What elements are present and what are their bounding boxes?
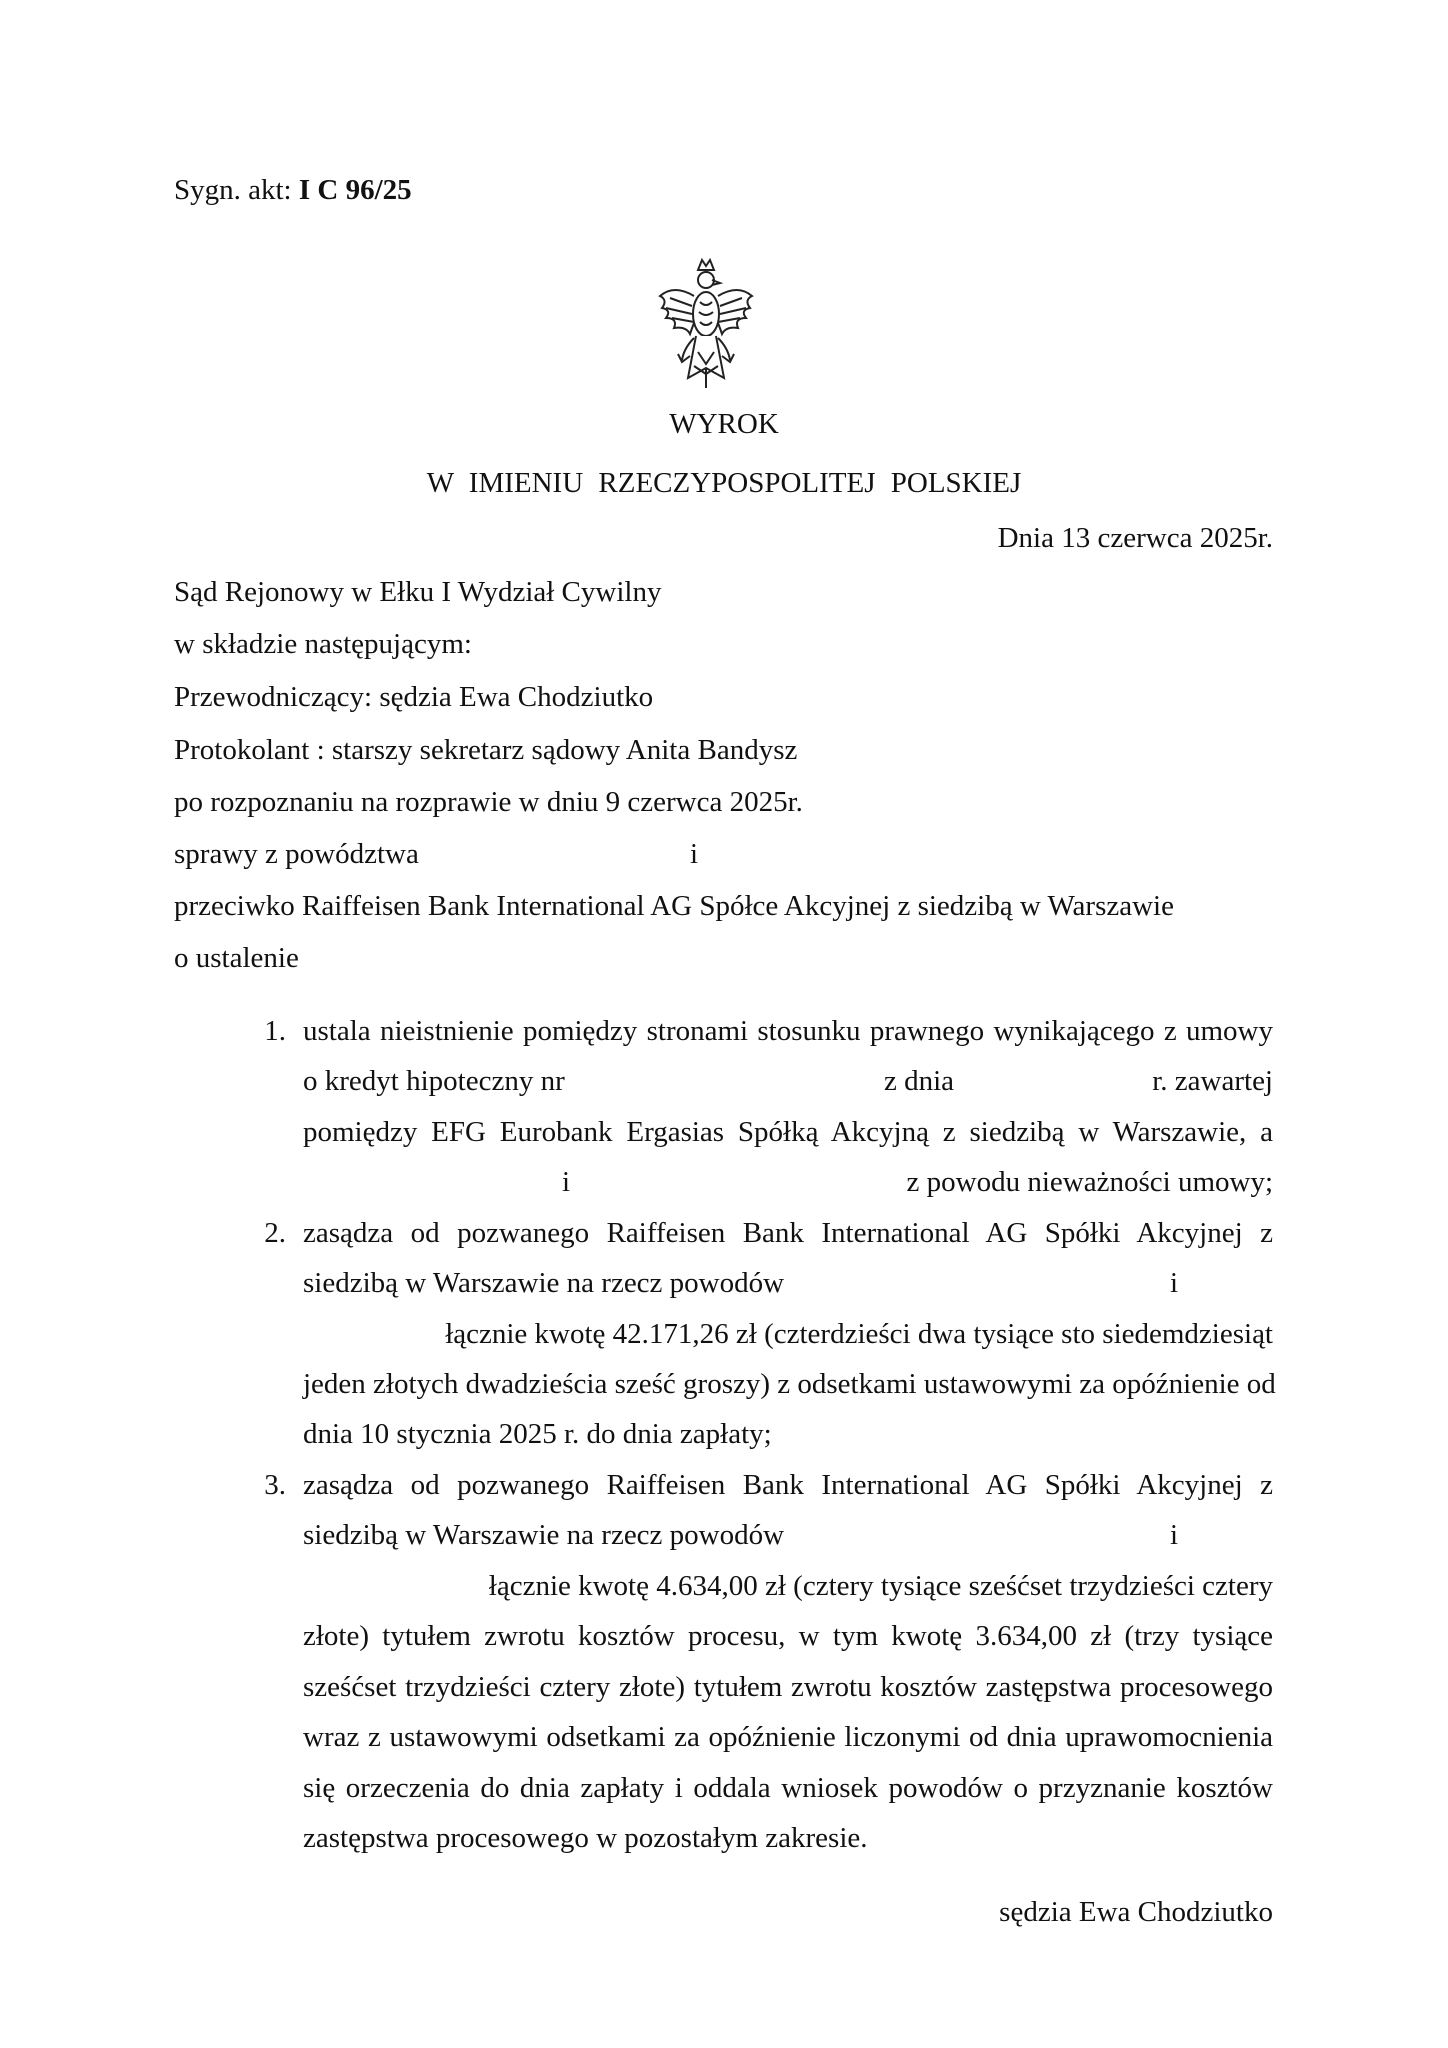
case-reference-label: Sygn. akt: xyxy=(174,174,292,206)
ruling-1-line: z powodu nieważności umowy; xyxy=(906,1166,1273,1198)
ruling-2-line: i xyxy=(1170,1267,1179,1299)
presiding-judge: Przewodniczący: sędzia Ewa Chodziutko xyxy=(174,681,654,713)
ruling-1-line: o kredyt hipoteczny nr xyxy=(303,1065,565,1097)
ruling-number: 2. xyxy=(264,1217,286,1249)
ruling-3-line: i xyxy=(1170,1519,1179,1551)
court-clerk: Protokolant : starszy sekretarz sądowy Anita Bandysz xyxy=(174,734,798,766)
ruling-3-line: zastępstwa procesowego w pozostałym zakresie. xyxy=(303,1822,868,1854)
ruling-2-line: łącznie kwotę 42.171,26 zł (czterdzieści dwa tysiące sto siedemdziesiąt xyxy=(445,1318,1273,1350)
ruling-2-line: jeden złotych dwadzieścia sześć groszy) z odsetkami ustawowymi za opóźnienie od xyxy=(303,1368,1276,1400)
ruling-1-line: r. zawartej xyxy=(1152,1065,1273,1097)
case-plaintiffs-prefix: sprawy z powództwa xyxy=(174,838,419,870)
ruling-3-line: siedzibą w Warszawie na rzecz powodów xyxy=(303,1519,785,1551)
ruling-3-line: łącznie kwotę 4.634,00 zł (cztery tysiące sześćset trzydzieści cztery xyxy=(488,1570,1273,1602)
court-name: Sąd Rejonowy w Ełku I Wydział Cywilny xyxy=(174,576,662,608)
ruling-2-line: siedzibą w Warszawie na rzecz powodów xyxy=(303,1267,785,1299)
ruling-1-line: z dnia xyxy=(884,1065,955,1097)
case-reference xyxy=(174,176,412,205)
ruling-3-line: zasądza od pozwanego Raiffeisen Bank International AG Spółki Akcyjnej z xyxy=(303,1469,1273,1501)
judge-signature: sędzia Ewa Chodziutko xyxy=(999,1896,1273,1928)
ruling-1-line: ustala nieistnienie pomiędzy stronami stosunku prawnego wynikającego z umowy xyxy=(303,1015,1273,1047)
ruling-3-line: wraz z ustawowymi odsetkami za opóźnienie liczonymi od dnia uprawomocnienia xyxy=(303,1721,1273,1753)
ruling-3-line: sześćset trzydzieści cztery złote) tytułem zwrotu kosztów zastępstwa procesowego xyxy=(303,1671,1273,1703)
case-subject: o ustalenie xyxy=(174,942,299,974)
polish-eagle-emblem-icon xyxy=(654,256,758,392)
ruling-1-line: pomiędzy EFG Eurobank Ergasias Spółką Akcyjną z siedzibą w Warszawie, a xyxy=(303,1116,1273,1148)
ruling-2-line: dnia 10 stycznia 2025 r. do dnia zapłaty; xyxy=(303,1418,772,1450)
document-subtitle: W IMIENIU RZECZYPOSPOLITEJ POLSKIEJ xyxy=(426,467,1022,499)
case-reference-number: I C 96/25 xyxy=(298,174,412,206)
ruling-3-line: złote) tytułem zwrotu kosztów procesu, w tym kwotę 3.634,00 zł (trzy tysiące xyxy=(303,1620,1273,1652)
judgment-date: Dnia 13 czerwca 2025r. xyxy=(997,522,1273,554)
composition-label: w składzie następującym: xyxy=(174,628,472,660)
ruling-number: 3. xyxy=(264,1469,286,1501)
ruling-2-line: zasądza od pozwanego Raiffeisen Bank International AG Spółki Akcyjnej z xyxy=(303,1217,1273,1249)
document-title: WYROK xyxy=(669,408,779,440)
ruling-3-line: się orzeczenia do dnia zapłaty i oddala wniosek powodów o przyznanie kosztów xyxy=(303,1772,1273,1804)
case-plaintiffs-and: i xyxy=(690,838,699,870)
hearing-info: po rozpoznaniu na rozprawie w dniu 9 czerwca 2025r. xyxy=(174,786,803,818)
ruling-number: 1. xyxy=(264,1015,286,1047)
ruling-1-line: i xyxy=(562,1166,571,1198)
case-defendant: przeciwko Raiffeisen Bank International AG Spółce Akcyjnej z siedzibą w Warszawie xyxy=(174,890,1174,922)
